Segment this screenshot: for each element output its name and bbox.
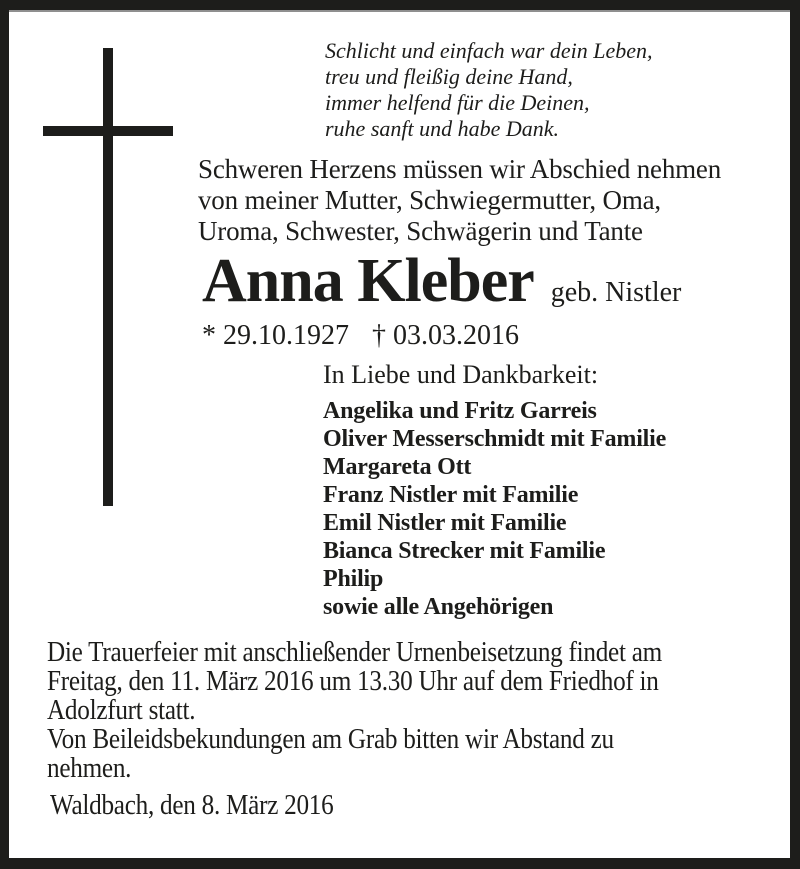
- announcement-text: [198, 154, 721, 247]
- announcement-line: Schweren Herzens müssen wir Abschied nehmen: [198, 154, 722, 184]
- scan-edge-line: [9, 10, 790, 12]
- epitaph-line: immer helfend für die Deinen,: [325, 90, 590, 115]
- maiden-name: geb. Nistler: [550, 277, 682, 308]
- mourner-entry: Franz Nistler mit Familie: [323, 482, 579, 508]
- announcement-line: Uroma, Schwester, Schwägerin und Tante: [198, 216, 643, 246]
- mourner-entry: Margareta Ott: [323, 454, 472, 480]
- place-date-text: Waldbach, den 8. März 2016: [50, 790, 334, 821]
- funeral-details-line: Die Trauerfeier mit anschließender Urnenbeisetzung findet am: [47, 637, 662, 668]
- announcement-line: von meiner Mutter, Schwiegermutter, Oma,: [198, 185, 661, 215]
- birth-date: * 29.10.1927: [202, 320, 349, 351]
- cross-vertical-bar: [103, 48, 113, 506]
- condolence-note: [47, 725, 677, 783]
- condolence-note-line: Von Beileidsbekundungen am Grab bitten wir Abstand zu: [47, 724, 614, 755]
- frame-border-right: [790, 0, 800, 869]
- frame-border-top: [0, 0, 800, 10]
- frame-border-bottom: [0, 858, 800, 869]
- deceased-name: Anna Kleber: [202, 247, 534, 315]
- death-date: † 03.03.2016: [372, 320, 519, 351]
- mourner-entry: Bianca Strecker mit Familie: [323, 538, 606, 564]
- mourner-entry: Emil Nistler mit Familie: [323, 510, 567, 536]
- funeral-details-line: Freitag, den 11. März 2016 um 13.30 Uhr auf dem Friedhof in: [47, 666, 659, 697]
- epitaph-line: treu und fleißig deine Hand,: [325, 64, 573, 89]
- condolence-note-line: nehmen.: [47, 753, 132, 784]
- mourner-entry: Philip: [323, 566, 384, 592]
- epitaph-line: Schlicht und einfach war dein Leben,: [325, 38, 653, 63]
- epitaph-line: ruhe sanft und habe Dank.: [325, 116, 560, 141]
- epitaph-poem: [325, 38, 653, 142]
- mourners-list: [323, 397, 666, 621]
- place-date-line: [50, 791, 365, 820]
- deceased-name-row: [202, 247, 682, 315]
- funeral-details: [47, 638, 730, 725]
- mourner-entry: Angelika und Fritz Garreis: [323, 398, 597, 424]
- funeral-details-line: Adolzfurt statt.: [47, 695, 196, 726]
- cross-horizontal-bar: [43, 126, 173, 136]
- dedication-line: In Liebe und Dankbarkeit:: [323, 360, 599, 389]
- mourner-entry: Oliver Messerschmidt mit Familie: [323, 426, 667, 452]
- frame-border-left: [0, 0, 9, 869]
- mourner-entry: sowie alle Angehörigen: [323, 594, 554, 620]
- life-dates: [202, 319, 519, 353]
